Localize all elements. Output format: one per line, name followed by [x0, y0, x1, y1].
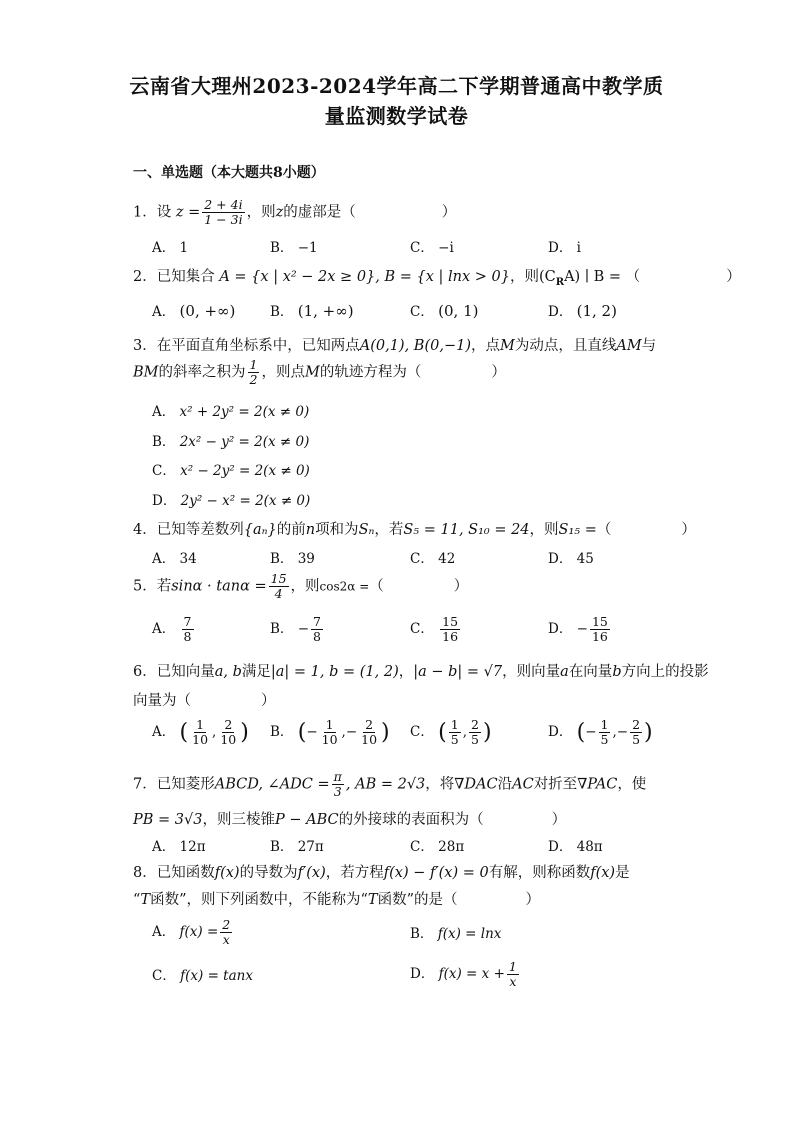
q3-option-a: A． x² + 2y² = 2(x ≠ 0)	[152, 404, 310, 420]
q6-option-d: D． (− $\frac{1}{5}$ ,− $\frac{2}{5}$ )	[548, 717, 653, 747]
q6-option-c: C． ( $\frac{1}{5}$ , $\frac{2}{5}$ )	[410, 717, 492, 747]
q1-option-b: B． −1	[270, 240, 318, 256]
q3-option-b: B． 2x² − y² = 2(x ≠ 0)	[152, 434, 310, 450]
page-title-line1: 云南省大理州2023-2024学年高二下学期普通高中教学质	[129, 74, 664, 98]
question-3-line2: BM的斜率之积为 $\frac{1}{2}$ ，则点M的轨迹方程为（ ）	[133, 357, 506, 387]
q4-option-c: C． 42	[410, 551, 456, 567]
page-title-line2: 量监测数学试卷	[324, 104, 469, 128]
section-heading: 一、单选题（本大题共8小题）	[133, 165, 325, 181]
q3-option-d: D． 2y² − x² = 2(x ≠ 0)	[152, 493, 311, 509]
q5-option-d: D． − $\frac{15}{16}$	[548, 614, 608, 644]
q8-option-b: B． f(x) = lnx	[410, 926, 502, 942]
q8-option-d: D． f(x) = x + $\frac{1}{x}$	[410, 959, 517, 989]
q1-option-c: C． −i	[410, 240, 454, 256]
q7-option-d: D． 48π	[548, 839, 603, 855]
q8-option-a: A． f(x) = $\frac{2}{x}$	[152, 917, 231, 947]
q6-option-a: A． ( $\frac{1}{10}$ , $\frac{2}{10}$ )	[152, 717, 249, 747]
q2-option-d: D． (1, 2)	[548, 302, 617, 320]
q4-option-b: B． 39	[270, 551, 315, 567]
q6-option-b: B． (− $\frac{1}{10}$ ,− $\frac{2}{10}$ )	[270, 717, 390, 747]
q8-option-c: C． f(x) = tanx	[152, 968, 253, 984]
q2-option-a: A． (0, +∞)	[152, 302, 236, 320]
question-7-line2: PB = 3√3，则三棱锥P − ABC的外接球的表面积为（ ）	[133, 812, 567, 828]
question-1: 1．设 z = $\frac{2 + 4i}{1 - 3i}$ ，则z的虚部是（ ）	[133, 197, 457, 227]
q4-option-a: A． 34	[152, 551, 197, 567]
q2-option-c: C． (0, 1)	[410, 302, 479, 320]
q5-option-b: B． − $\frac{7}{8}$	[270, 614, 321, 644]
q7-option-c: C． 28π	[410, 839, 465, 855]
question-8-line2: “T函数”，则下列函数中，不能称为“T函数”的是（ ）	[133, 892, 541, 908]
q2-option-b: B． (1, +∞)	[270, 302, 354, 320]
question-2: 2．已知集合 A = {x | x² − 2x ≥ 0}, B = {x | lnx > 0}，则$(C_RA)$ ∣ B = （ ）	[133, 269, 741, 288]
question-6-line2: 向量为（ ）	[133, 693, 276, 709]
q7-option-b: B． 27π	[270, 839, 324, 855]
q4-option-d: D． 45	[548, 551, 594, 567]
q1-option-a: A． 1	[152, 240, 189, 256]
question-4: 4．已知等差数列{aₙ}的前n项和为Sₙ，若S₅ = 11, S₁₀ = 24，则S₁₅ =（ ）	[133, 522, 696, 538]
q7-option-a: A． 12π	[152, 839, 206, 855]
q3-option-c: C． x² − 2y² = 2(x ≠ 0)	[152, 463, 310, 479]
q5-option-c: C． $\frac{15}{16}$	[410, 614, 459, 644]
question-6-line1: 6．已知向量a, b满足|a| = 1, b = (1, 2)，|a − b| = √7，则向量a在向量b方向上的投影	[133, 664, 709, 680]
question-8-line1: 8．已知函数f(x)的导数为f′(x)，若方程f(x) − f′(x) = 0有解，则称函数f(x)是	[133, 865, 630, 881]
question-7-line1: 7．已知菱形ABCD, ∠ADC = $\frac{\pi}{3}$ , AB = 2√3，将∇DAC沿AC对折至∇PAC，使	[133, 769, 647, 799]
q1-option-d: D． i	[548, 240, 581, 256]
question-5: 5．若sinα · tanα = $\frac{15}{4}$ ，则cos2α =（ ）	[133, 571, 469, 601]
q5-option-a: A． $\frac{7}{8}$	[152, 614, 192, 644]
question-3-line1: 3．在平面直角坐标系中，已知两点A(0,1), B(0,−1)，点M为动点，且直线AM与	[133, 338, 657, 354]
